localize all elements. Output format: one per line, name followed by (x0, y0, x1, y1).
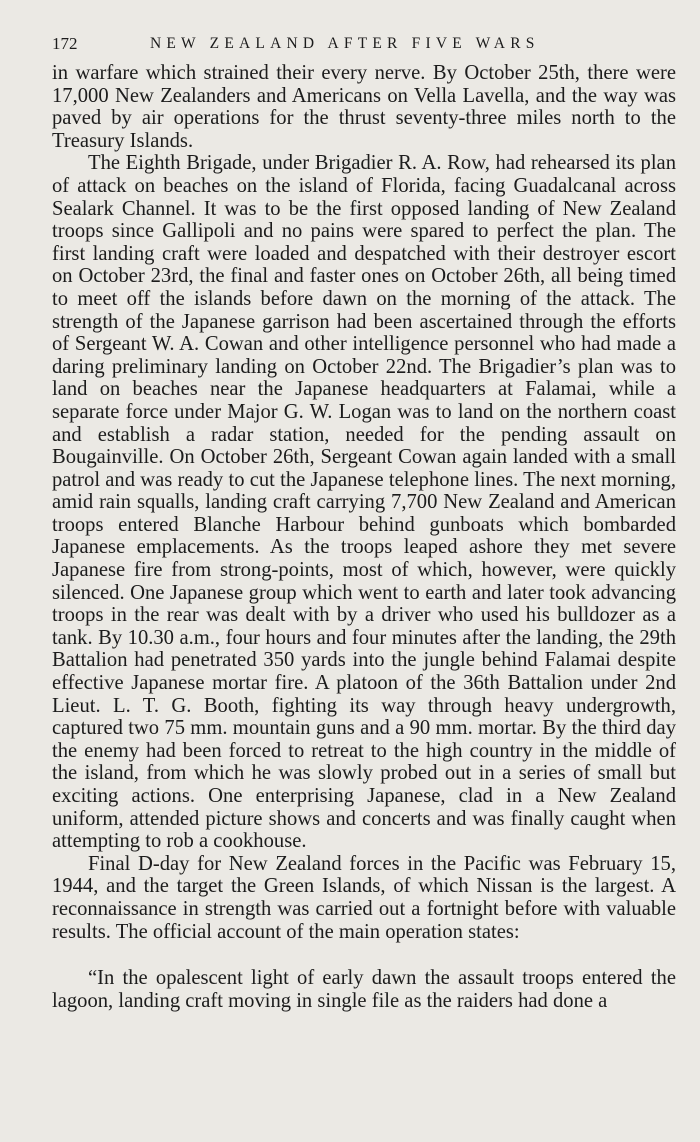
running-head (52, 32, 676, 56)
paragraph-eighth-brigade: The Eighth Brigade, under Brigadier R. A. Row, had rehearsed its plan of attack on beaches on the island of Florida, facing Guadalcanal across Sealark Channel. It was to be the first opposed landing of New Zealand troops since Gallipoli and no pains were spared to perfect the plan. The first landing craft were loaded and despatched with their destroyer escort on October 23rd, the final and faster ones on October 26th, all being timed to meet off the islands before dawn on the morning of the attack. The strength of the Japanese garrison had been ascertained through the efforts of Sergeant W. A. Cowan and other intelligence personnel who had made a daring preliminary landing on October 22nd. The Brigadier’s plan was to land on beaches near the Japanese headquarters at Falamai, while a separate force under Major G. W. Logan was to land on the northern coast and establish a radar station, needed for the pending assault on Bougainville. On October 26th, Sergeant Cowan again landed with a small patrol and was ready to cut the Japanese telephone lines. The next morning, amid rain squalls, landing craft carrying 7,700 New Zealand and American troops entered Blanche Harbour behind gunboats which bombarded Japanese emplacements. As the troops leaped ashore they met severe Japanese fire from strong-points, most of which, however, were quickly silenced. One Japanese group which went to earth and later took advancing troops in the rear was dealt with by a driver who used his bulldozer as a tank. By 10.30 a.m., four hours and four minutes after the landing, the 29th Battalion had penetrated 350 yards into the jungle behind Falamai despite effective Japanese mortar fire. A platoon of the 36th Battalion under 2nd Lieut. L. T. G. Booth, fighting its way through heavy undergrowth, captured two 75 mm. mountain guns and a 90 mm. mortar. By the third day the enemy had been forced to retreat to the high country in the middle of the island, from which he was slowly probed out in a series of small but exciting actions. One enterprising Japanese, clad in a New Zealand uniform, attended picture shows and concerts and was finally caught when attempting to rob a cookhouse. (52, 152, 676, 853)
block-quote-official-account: “In the opalescent light of early dawn the assault troops entered the lagoon, landing craft moving in single file as the raiders had done a (52, 967, 676, 1012)
running-title: NEW ZEALAND AFTER FIVE WARS (150, 35, 540, 52)
paragraph-continued: in warfare which strained their every nerve. By October 25th, there were 17,000 New Zealanders and Americans on Vella Lavella, and the way was paved by air operations for the thrust seventy-three miles north to the Treasury Islands. (52, 62, 676, 152)
body-text (52, 62, 676, 1012)
paragraph-final-d-day: Final D-day for New Zealand forces in the Pacific was February 15, 1944, and the target the Green Islands, of which Nissan is the largest. A reconnaissance in strength was carried out a fortnight before with valuable results. The official account of the main operation states: (52, 852, 676, 943)
page-number: 172 (52, 34, 78, 53)
